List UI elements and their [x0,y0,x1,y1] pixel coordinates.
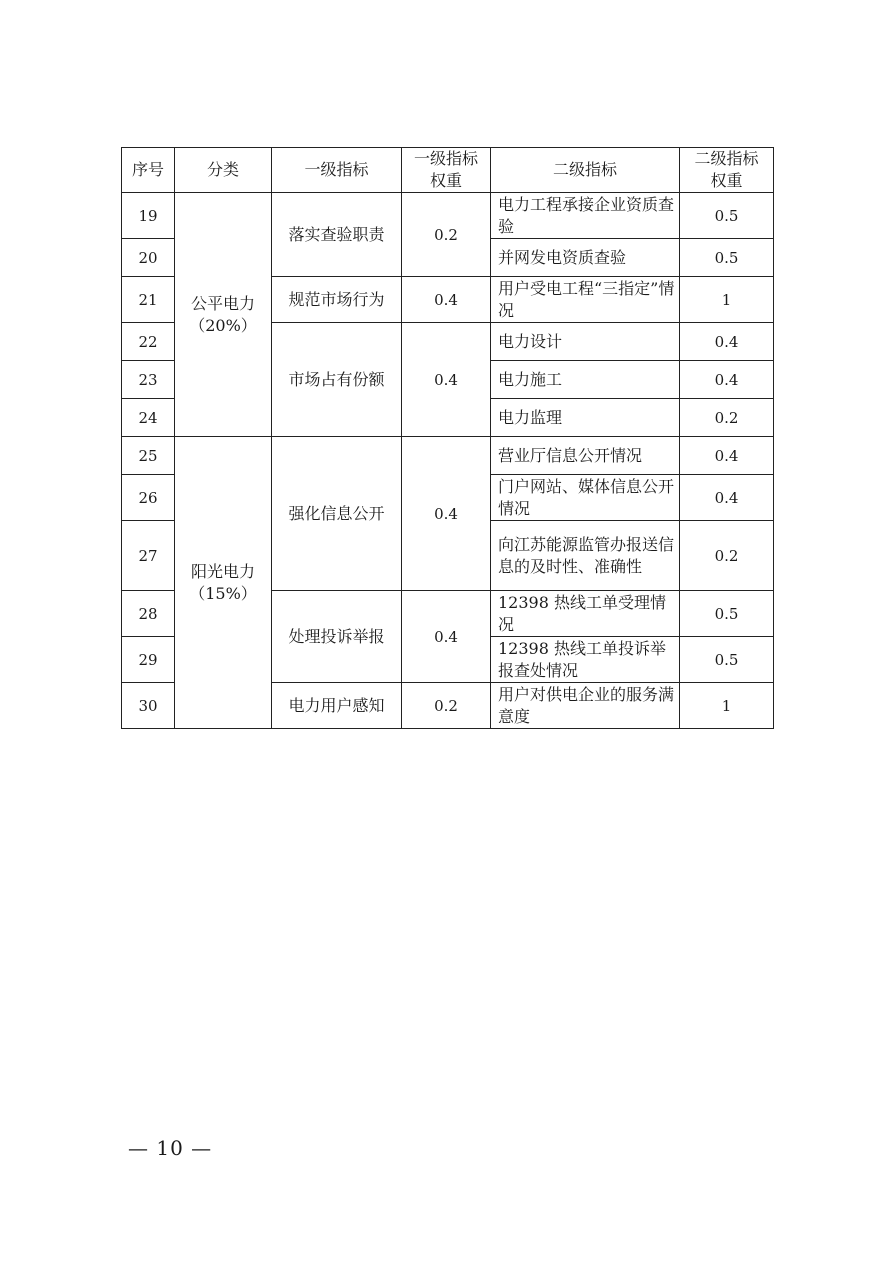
level2-weight: 0.5 [680,591,774,637]
level2-weight: 0.4 [680,361,774,399]
level1-weight: 0.2 [402,683,491,729]
header-level1: 一级指标 [272,148,402,193]
level2-weight: 0.5 [680,239,774,277]
level2-weight: 0.4 [680,323,774,361]
header-row [122,148,774,193]
level2-weight: 1 [680,277,774,323]
row-seq: 30 [122,683,175,729]
level2-name: 电力监理 [491,399,680,437]
level2-weight: 0.2 [680,399,774,437]
row-seq: 23 [122,361,175,399]
level2-name: 门户网站、媒体信息公开情况 [491,475,680,521]
level1-weight: 0.4 [402,437,491,591]
table-row [122,193,774,239]
header-category: 分类 [175,148,272,193]
category-fair: 公平电力 （20%） [175,193,272,437]
level2-name: 电力设计 [491,323,680,361]
index-table [121,147,774,729]
level1-name: 强化信息公开 [272,437,402,591]
level2-name: 用户受电工程“三指定”情况 [491,277,680,323]
header-level2-weight: 二级指标 权重 [680,148,774,193]
page-number: — 10 — [128,1136,213,1160]
level2-name: 电力施工 [491,361,680,399]
level2-weight: 0.5 [680,637,774,683]
level1-name: 电力用户感知 [272,683,402,729]
level2-name: 电力工程承接企业资质查验 [491,193,680,239]
level2-weight: 0.2 [680,521,774,591]
row-seq: 26 [122,475,175,521]
level1-weight: 0.4 [402,323,491,437]
level1-name: 市场占有份额 [272,323,402,437]
row-seq: 22 [122,323,175,361]
level1-name: 处理投诉举报 [272,591,402,683]
level2-weight: 1 [680,683,774,729]
level2-name: 营业厅信息公开情况 [491,437,680,475]
level2-weight: 0.4 [680,475,774,521]
table-row [122,437,774,475]
header-level1-weight: 一级指标 权重 [402,148,491,193]
row-seq: 24 [122,399,175,437]
level2-name: 并网发电资质查验 [491,239,680,277]
level2-name: 12398 热线工单受理情况 [491,591,680,637]
header-level2: 二级指标 [491,148,680,193]
row-seq: 29 [122,637,175,683]
category-sunshine: 阳光电力 （15%） [175,437,272,729]
row-seq: 20 [122,239,175,277]
row-seq: 21 [122,277,175,323]
level2-name: 用户对供电企业的服务满意度 [491,683,680,729]
level1-weight: 0.4 [402,277,491,323]
row-seq: 28 [122,591,175,637]
level2-weight: 0.4 [680,437,774,475]
header-seq: 序号 [122,148,175,193]
level2-weight: 0.5 [680,193,774,239]
row-seq: 25 [122,437,175,475]
level2-name: 12398 热线工单投诉举报查处情况 [491,637,680,683]
row-seq: 19 [122,193,175,239]
level2-name: 向江苏能源监管办报送信息的及时性、准确性 [491,521,680,591]
level1-weight: 0.2 [402,193,491,277]
level1-weight: 0.4 [402,591,491,683]
level1-name: 规范市场行为 [272,277,402,323]
row-seq: 27 [122,521,175,591]
level1-name: 落实查验职责 [272,193,402,277]
